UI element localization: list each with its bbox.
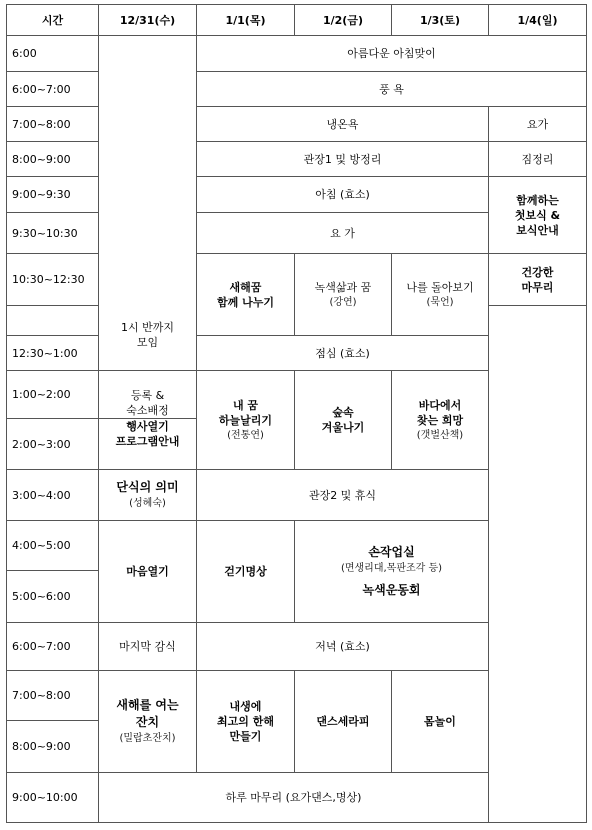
event-text: 프로그램안내 bbox=[115, 435, 180, 448]
event-text: 숲속 bbox=[332, 406, 354, 419]
gather-text: 모임 bbox=[136, 336, 159, 349]
header-row bbox=[7, 5, 587, 36]
empty-cell bbox=[489, 306, 587, 823]
time-cell: 5:00~6:00 bbox=[7, 571, 99, 623]
time-cell: 4:00~5:00 bbox=[7, 521, 99, 571]
time-cell: 8:00~9:00 bbox=[7, 721, 99, 773]
time-cell-spacer bbox=[7, 306, 99, 336]
event-cell bbox=[295, 521, 489, 623]
event-cell: 짐정리 bbox=[489, 142, 587, 177]
event-cell: 몸놀이 bbox=[392, 671, 489, 773]
event-cell bbox=[392, 371, 489, 470]
header-day: 1/1(목) bbox=[197, 5, 295, 36]
event-cell: 아름다운 아침맞이 bbox=[197, 36, 587, 72]
event-text: 손작업실 bbox=[368, 545, 415, 559]
event-cell: 풍 욕 bbox=[197, 72, 587, 107]
time-cell: 6:00~7:00 bbox=[7, 623, 99, 671]
event-text: 녹색운동회 bbox=[362, 583, 421, 597]
event-text: 겨울나기 bbox=[321, 421, 365, 434]
event-cell bbox=[197, 671, 295, 773]
event-subtext: (밀랍초잔치) bbox=[119, 733, 176, 744]
event-cell: 저녁 (효소) bbox=[197, 623, 489, 671]
header-day: 1/4(일) bbox=[489, 5, 587, 36]
day1-gather-cell bbox=[99, 36, 197, 371]
time-cell: 9:00~9:30 bbox=[7, 177, 99, 213]
first-meal-text: 보식안내 bbox=[516, 223, 559, 237]
time-cell: 9:00~10:00 bbox=[7, 773, 99, 823]
event-text: 건강한 bbox=[521, 265, 554, 279]
event-cell: 관장1 및 방정리 bbox=[197, 142, 489, 177]
event-cell bbox=[392, 254, 489, 336]
event-text: 하늘날리기 bbox=[218, 413, 273, 427]
event-cell bbox=[99, 470, 197, 521]
event-subtext: (성혜숙) bbox=[129, 498, 166, 509]
event-cell bbox=[295, 371, 392, 470]
event-text: 바다에서 bbox=[418, 398, 462, 412]
event-cell bbox=[295, 254, 392, 336]
event-subtext: (면생리대,목판조각 등) bbox=[340, 563, 443, 574]
event-cell: 하루 마무리 (요가댄스,명상) bbox=[99, 773, 489, 823]
time-cell: 10:30~12:30 bbox=[7, 254, 99, 306]
time-cell: 9:30~10:30 bbox=[7, 213, 99, 254]
schedule-table bbox=[6, 4, 587, 823]
event-cell bbox=[99, 419, 197, 470]
event-cell: 걷기명상 bbox=[197, 521, 295, 623]
event-subtext: (강연) bbox=[329, 296, 357, 308]
first-meal-cell bbox=[489, 177, 587, 254]
event-cell bbox=[489, 254, 587, 306]
header-day: 1/3(토) bbox=[392, 5, 489, 36]
event-cell: 관장2 및 휴식 bbox=[197, 470, 489, 521]
event-cell: 요가 bbox=[489, 107, 587, 142]
first-meal-text: 함께하는 bbox=[516, 193, 559, 207]
event-text: 새해꿈 bbox=[229, 280, 262, 294]
header-day: 1/2(금) bbox=[295, 5, 392, 36]
event-subtext: (갯벌산책) bbox=[416, 429, 464, 441]
event-cell: 아침 (효소) bbox=[197, 177, 489, 213]
header-day: 12/31(수) bbox=[99, 5, 197, 36]
gather-text: 1시 반까지 bbox=[121, 321, 174, 334]
first-meal-text: 첫보식 & bbox=[514, 208, 561, 222]
time-cell: 6:00 bbox=[7, 36, 99, 72]
event-text: 내생에 bbox=[229, 700, 262, 713]
event-subtext: (전통연) bbox=[227, 429, 264, 441]
event-text: 나를 돌아보기 bbox=[406, 280, 474, 294]
event-text: 만들기 bbox=[229, 730, 262, 743]
event-text: 마무리 bbox=[521, 280, 554, 294]
event-cell bbox=[197, 371, 295, 470]
event-subtext: (묵언) bbox=[426, 296, 454, 308]
event-text: 최고의 한해 bbox=[217, 715, 274, 728]
header-time: 시간 bbox=[7, 5, 99, 36]
event-text: 잔치 bbox=[135, 715, 160, 729]
time-cell: 12:30~1:00 bbox=[7, 336, 99, 371]
event-cell bbox=[99, 671, 197, 773]
event-cell: 점심 (효소) bbox=[197, 336, 489, 371]
event-text: 내 꿈 bbox=[232, 398, 259, 412]
time-cell: 3:00~4:00 bbox=[7, 470, 99, 521]
event-cell bbox=[99, 371, 197, 419]
event-text: 녹색삶과 꿈 bbox=[314, 280, 372, 294]
event-text: 등록 & bbox=[130, 389, 165, 402]
event-cell: 마음열기 bbox=[99, 521, 197, 623]
time-cell: 7:00~8:00 bbox=[7, 107, 99, 142]
event-text: 숙소배정 bbox=[126, 404, 169, 417]
event-cell: 마지막 감식 bbox=[99, 623, 197, 671]
event-cell bbox=[197, 254, 295, 336]
event-text: 단식의 의미 bbox=[116, 480, 179, 494]
event-text: 새해를 여는 bbox=[116, 698, 179, 712]
time-cell: 6:00~7:00 bbox=[7, 72, 99, 107]
time-cell: 7:00~8:00 bbox=[7, 671, 99, 721]
time-cell: 2:00~3:00 bbox=[7, 419, 99, 470]
event-cell: 댄스세라피 bbox=[295, 671, 392, 773]
event-cell: 요 가 bbox=[197, 213, 489, 254]
event-cell: 냉온욕 bbox=[197, 107, 489, 142]
event-text: 함께 나누기 bbox=[217, 295, 274, 309]
event-text: 찾는 희망 bbox=[416, 413, 464, 427]
time-cell: 8:00~9:00 bbox=[7, 142, 99, 177]
time-cell: 1:00~2:00 bbox=[7, 371, 99, 419]
event-text: 행사열기 bbox=[126, 420, 169, 433]
